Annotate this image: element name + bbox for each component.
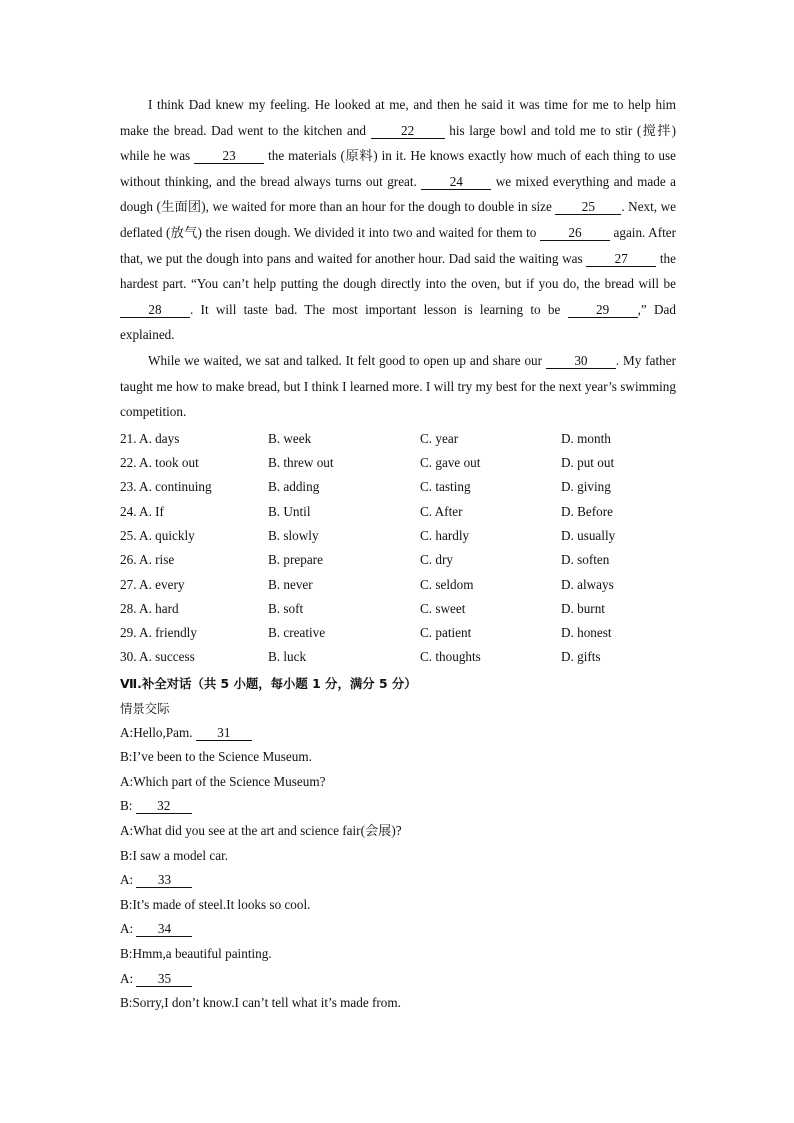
answer-blank-27[interactable]: 27 <box>586 251 656 267</box>
dialogue-line: A:Hello,Pam. 31 <box>120 721 676 746</box>
answer-blank-30[interactable]: 30 <box>546 353 616 369</box>
answer-blank-31[interactable]: 31 <box>196 725 252 741</box>
option-row <box>120 573 676 597</box>
answer-blank-23[interactable]: 23 <box>194 148 264 164</box>
dialogue-line: A:What did you see at the art and science fair(会展)? <box>120 823 402 839</box>
option-row <box>120 451 676 475</box>
passage-paragraph-2: While we waited, we sat and talked. It felt good to open up and share our 30 . My father taught me how to make bread, but I think I learned more. I will try my best for the next year’s swimming competition. <box>120 352 676 420</box>
option-b: B. never <box>268 576 313 592</box>
option-row <box>120 597 676 621</box>
option-row <box>120 475 676 499</box>
document-page <box>120 92 676 1016</box>
section-subtitle: 情景交际 <box>120 700 170 716</box>
option-row <box>120 500 676 524</box>
answer-blank-35[interactable]: 35 <box>136 971 192 987</box>
option-question: 21. A. days <box>120 430 180 446</box>
passage-paragraph-1: I think Dad knew my feeling. He looked at me, and then he said it was time for me to help him make the bread. Dad went to the kitchen and 22 his large bowl and told me to stir (搅拌) while he was 23 the materials (原料) in it. He knows exactly how much of each thing to use without thinking, and the bread always turns out great. 24 we mixed everything and made a dough (生面团), we waited for more than an hour for the dough to double in size 25 . Next, we deflated (放气) the risen dough. We divided it into two and waited for them to 26 again. After that, we put the dough into pans and waited for another hour. Dad said the waiting was 27 the hardest part. “You can’t help putting the dough directly into the oven, but if you do, the bread will be 28 . It will taste bad. The most important lesson is learning to be 29 ,” Dad explained. <box>120 97 676 343</box>
dialogue-line: B:It’s made of steel.It looks so cool. <box>120 896 311 912</box>
answer-blank-33[interactable]: 33 <box>136 872 192 888</box>
answer-blank-25[interactable]: 25 <box>555 199 621 215</box>
option-question: 22. A. took out <box>120 455 199 471</box>
dialogue-line: A: 35 <box>120 967 676 992</box>
option-c: C. gave out <box>420 455 481 471</box>
dialogue-line: B:Sorry,I don’t know.I can’t tell what it’s made from. <box>120 995 401 1011</box>
option-d: D. always <box>561 576 614 592</box>
option-row <box>120 621 676 645</box>
option-b: B. slowly <box>268 527 319 543</box>
dialogue-line: A:Which part of the Science Museum? <box>120 773 326 789</box>
answer-blank-24[interactable]: 24 <box>421 174 491 190</box>
dialogue-line: A: 34 <box>120 917 676 942</box>
option-c: C. dry <box>420 552 453 568</box>
option-row <box>120 645 676 669</box>
option-c: C. hardly <box>420 527 470 543</box>
option-c: C. thoughts <box>420 649 481 665</box>
option-b: B. soft <box>268 600 304 616</box>
option-question: 23. A. continuing <box>120 479 212 495</box>
option-b: B. Until <box>268 503 311 519</box>
option-d: D. Before <box>561 503 613 519</box>
section-title: Ⅶ.补全对话（共 5 小题，每小题 1 分，满分 5 分） <box>120 675 417 691</box>
option-row <box>120 548 676 572</box>
option-c: C. patient <box>420 625 472 641</box>
option-d: D. burnt <box>561 600 605 616</box>
option-d: D. usually <box>561 527 616 543</box>
dialogue-line: B:Hmm,a beautiful painting. <box>120 946 272 962</box>
answer-blank-29[interactable]: 29 <box>568 302 638 318</box>
option-b: B. creative <box>268 625 326 641</box>
option-b: B. threw out <box>268 455 334 471</box>
option-question: 25. A. quickly <box>120 527 195 543</box>
option-d: D. giving <box>561 479 611 495</box>
option-c: C. sweet <box>420 600 466 616</box>
dialogue-line: B: 32 <box>120 794 676 819</box>
answer-blank-26[interactable]: 26 <box>540 225 610 241</box>
option-question: 24. A. If <box>120 503 164 519</box>
dialogue-line: B:I saw a model car. <box>120 847 229 863</box>
option-b: B. adding <box>268 479 320 495</box>
option-c: C. seldom <box>420 576 474 592</box>
option-row <box>120 524 676 548</box>
option-question: 29. A. friendly <box>120 625 197 641</box>
option-d: D. soften <box>561 552 610 568</box>
dialogue-line: A: 33 <box>120 868 676 893</box>
option-d: D. month <box>561 430 611 446</box>
option-question: 28. A. hard <box>120 600 179 616</box>
option-b: B. prepare <box>268 552 323 568</box>
option-d: D. gifts <box>561 649 601 665</box>
option-c: C. tasting <box>420 479 471 495</box>
dialogue <box>120 721 676 1016</box>
option-c: C. After <box>420 503 463 519</box>
option-question: 27. A. every <box>120 576 185 592</box>
option-question: 30. A. success <box>120 649 195 665</box>
dialogue-line: B:I’ve been to the Science Museum. <box>120 749 312 765</box>
option-row <box>120 427 676 451</box>
answer-blank-22[interactable]: 22 <box>371 123 445 139</box>
option-d: D. put out <box>561 455 615 471</box>
option-d: D. honest <box>561 625 612 641</box>
options-table <box>120 427 676 670</box>
answer-blank-32[interactable]: 32 <box>136 798 192 814</box>
answer-blank-28[interactable]: 28 <box>120 302 190 318</box>
option-b: B. week <box>268 430 312 446</box>
option-question: 26. A. rise <box>120 552 175 568</box>
option-c: C. year <box>420 430 459 446</box>
option-b: B. luck <box>268 649 307 665</box>
answer-blank-34[interactable]: 34 <box>136 921 192 937</box>
